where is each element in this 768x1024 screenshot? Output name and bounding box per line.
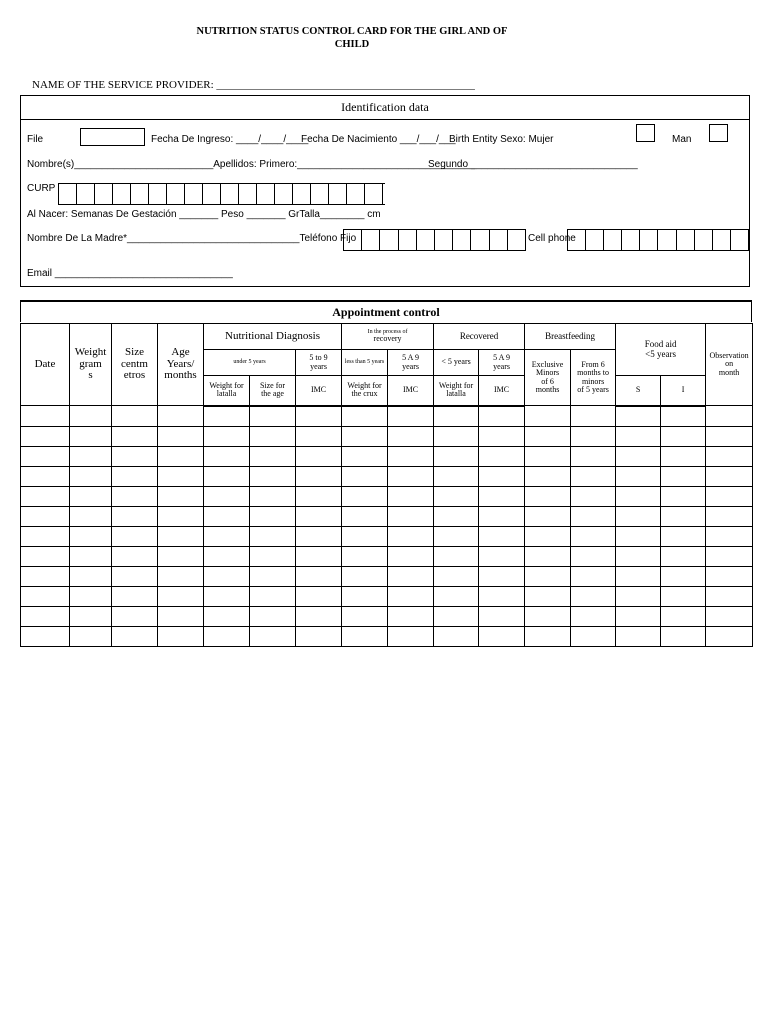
entry-cell[interactable] <box>342 466 388 486</box>
col-process-5a9-line1: 5 A 9 <box>402 353 419 363</box>
entry-cell[interactable] <box>661 586 706 606</box>
entry-cell[interactable] <box>204 606 250 626</box>
entry-cell[interactable] <box>434 546 479 566</box>
entry-cell[interactable] <box>204 506 250 526</box>
col-weight-for-latalla <box>204 376 250 406</box>
entry-cell[interactable] <box>525 506 571 526</box>
entry-cell[interactable] <box>571 606 616 626</box>
entry-cell[interactable] <box>204 586 250 606</box>
col-observation-line2: on <box>725 359 734 369</box>
col-exclusive-line4: months <box>535 384 560 394</box>
entry-cell[interactable] <box>388 586 434 606</box>
entry-cell[interactable] <box>525 586 571 606</box>
col-exclusive-line3: of 6 <box>541 376 554 386</box>
col-size-line3: etros <box>123 369 146 382</box>
entry-cell[interactable] <box>616 606 661 626</box>
entry-cell[interactable] <box>296 406 342 427</box>
entry-cell[interactable] <box>158 406 204 427</box>
entry-cell[interactable] <box>70 546 112 566</box>
col-breastfeeding: Breastfeeding <box>525 324 616 350</box>
entry-cell[interactable] <box>250 486 296 506</box>
cell-phone-label: Cell phone <box>528 233 576 244</box>
table-row <box>21 446 753 466</box>
service-provider-field[interactable] <box>32 79 475 91</box>
col-recovered-5a9-line2: years <box>493 361 510 371</box>
entry-cell[interactable] <box>158 526 204 546</box>
entry-cell[interactable] <box>525 446 571 466</box>
table-row <box>21 606 753 626</box>
entry-cell[interactable] <box>21 406 70 427</box>
col-weight-for-crux <box>342 376 388 406</box>
col-exclusive-minors-6-months <box>525 350 571 406</box>
entry-cell[interactable] <box>661 606 706 626</box>
entry-cell[interactable] <box>70 586 112 606</box>
entry-cell[interactable] <box>388 426 434 446</box>
entry-cell[interactable] <box>388 486 434 506</box>
al-nacer-field[interactable]: Al Nacer: Semanas De Gestación _______ Peso _______ GrTalla________ cm <box>27 209 381 220</box>
col-recovered-lt-5-years: < 5 years <box>434 350 479 376</box>
table-row <box>21 426 753 446</box>
col-size-line2: centm <box>121 357 148 370</box>
entry-cell[interactable] <box>434 606 479 626</box>
entry-cell[interactable] <box>571 586 616 606</box>
entry-cell[interactable] <box>434 506 479 526</box>
entry-cell[interactable] <box>388 546 434 566</box>
entry-cell[interactable] <box>70 406 112 427</box>
entry-cell[interactable] <box>342 406 388 427</box>
entry-cell[interactable] <box>250 446 296 466</box>
entry-cell[interactable] <box>571 626 616 646</box>
table-row <box>21 626 753 646</box>
col-from6-line4: of 5 years <box>577 384 609 394</box>
entry-cell[interactable] <box>616 626 661 646</box>
entry-cell[interactable] <box>204 446 250 466</box>
file-input-box[interactable] <box>80 128 145 146</box>
entry-cell[interactable] <box>479 546 525 566</box>
appointment-control-title: Appointment control <box>20 302 752 322</box>
file-label: File <box>27 134 44 145</box>
entry-cell[interactable] <box>388 606 434 626</box>
entry-cell[interactable] <box>661 426 706 446</box>
entry-cell[interactable] <box>158 466 204 486</box>
entry-cell[interactable] <box>158 506 204 526</box>
col-size-line1: Size <box>125 346 144 359</box>
entry-cell[interactable] <box>21 486 70 506</box>
entry-cell[interactable] <box>204 486 250 506</box>
service-provider-label: NAME OF THE SERVICE PROVIDER: <box>32 79 217 91</box>
entry-cell[interactable] <box>21 566 70 586</box>
entry-cell[interactable] <box>296 626 342 646</box>
entry-cell[interactable] <box>204 566 250 586</box>
col-process-5a9-line2: years <box>402 361 419 371</box>
entry-cell[interactable] <box>661 446 706 466</box>
entry-cell[interactable] <box>525 546 571 566</box>
col-observation <box>706 324 753 406</box>
entry-cell[interactable] <box>479 466 525 486</box>
telefono-fijo-cells[interactable] <box>343 229 526 251</box>
entry-cell[interactable] <box>112 626 158 646</box>
entry-cell[interactable] <box>204 546 250 566</box>
entry-cell[interactable] <box>342 446 388 466</box>
entry-cell[interactable] <box>706 566 753 586</box>
entry-cell[interactable] <box>158 606 204 626</box>
entry-cell[interactable] <box>70 506 112 526</box>
entry-cell[interactable] <box>250 546 296 566</box>
entry-cell[interactable] <box>525 486 571 506</box>
entry-cell[interactable] <box>21 546 70 566</box>
entry-cell[interactable] <box>706 606 753 626</box>
entry-cell[interactable] <box>571 406 616 427</box>
col-wfc-line1: Weight for <box>347 380 382 390</box>
col-rwfl-line1: Weight for <box>438 380 474 390</box>
entry-cell[interactable] <box>112 546 158 566</box>
entry-cell[interactable] <box>706 406 753 427</box>
entry-cell[interactable] <box>661 626 706 646</box>
entry-cell[interactable] <box>342 486 388 506</box>
entry-cell[interactable] <box>21 606 70 626</box>
entry-cell[interactable] <box>296 566 342 586</box>
entry-cell[interactable] <box>70 566 112 586</box>
entry-cell[interactable] <box>616 426 661 446</box>
madre-telefono-field[interactable]: Nombre De La Madre*_______________________________Teléfono Fijo <box>27 233 357 244</box>
entry-cell[interactable] <box>616 506 661 526</box>
col-recovered-5-a-9-years <box>479 350 525 376</box>
entry-cell[interactable] <box>70 486 112 506</box>
entry-cell[interactable] <box>204 406 250 427</box>
entry-cell[interactable] <box>21 526 70 546</box>
entry-cell[interactable] <box>616 486 661 506</box>
entry-cell[interactable] <box>204 626 250 646</box>
entry-cell[interactable] <box>616 466 661 486</box>
entry-cell[interactable] <box>616 586 661 606</box>
entry-cell[interactable] <box>616 406 661 427</box>
entry-cell[interactable] <box>479 526 525 546</box>
curp-label: CURP <box>27 183 56 194</box>
entry-cell[interactable] <box>250 566 296 586</box>
col-food-aid-line2: <5 years <box>645 348 676 359</box>
col-food-aid <box>616 324 706 376</box>
entry-cell[interactable] <box>434 626 479 646</box>
entry-cell[interactable] <box>250 506 296 526</box>
entry-cell[interactable] <box>296 586 342 606</box>
col-food-aid-s: S <box>616 376 661 406</box>
entry-cell[interactable] <box>342 526 388 546</box>
col-5-to-9-line1: 5 to 9 <box>309 353 328 363</box>
table-row <box>21 486 753 506</box>
nombres-apellidos-field[interactable]: Nombre(s)_________________________Apellidos: Primero:________________________________ <box>27 159 476 170</box>
email-field[interactable]: Email ________________________________ <box>27 268 233 279</box>
curp-input-cells[interactable] <box>58 183 385 205</box>
entry-cell[interactable] <box>250 466 296 486</box>
col-age-line3: months <box>164 369 197 382</box>
entry-cell[interactable] <box>706 586 753 606</box>
entry-cell[interactable] <box>112 566 158 586</box>
col-imc-process: IMC <box>388 376 434 406</box>
entry-cell[interactable] <box>21 466 70 486</box>
entry-cell[interactable] <box>70 466 112 486</box>
col-sfa-line2: the age <box>261 389 284 399</box>
entry-cell[interactable] <box>706 446 753 466</box>
entry-cell[interactable] <box>661 506 706 526</box>
entry-cell[interactable] <box>112 586 158 606</box>
col-age <box>158 324 204 406</box>
entry-cell[interactable] <box>479 406 525 427</box>
entry-cell[interactable] <box>388 406 434 427</box>
entry-cell[interactable] <box>342 586 388 606</box>
entry-cell[interactable] <box>661 526 706 546</box>
col-rwfl-line2: latalla <box>446 389 466 399</box>
entry-cell[interactable] <box>661 466 706 486</box>
entry-cell[interactable] <box>661 406 706 427</box>
entry-cell[interactable] <box>706 546 753 566</box>
entry-cell[interactable] <box>661 486 706 506</box>
entry-cell[interactable] <box>434 586 479 606</box>
entry-cell[interactable] <box>296 606 342 626</box>
entry-cell[interactable] <box>250 606 296 626</box>
col-process-5-a-9-years <box>388 350 434 376</box>
entry-cell[interactable] <box>571 526 616 546</box>
entry-cell[interactable] <box>571 566 616 586</box>
appointment-table <box>20 323 753 647</box>
entry-cell[interactable] <box>479 586 525 606</box>
man-label: Man <box>672 134 692 145</box>
appointment-rows <box>21 406 753 647</box>
entry-cell[interactable] <box>296 526 342 546</box>
entry-cell[interactable] <box>661 546 706 566</box>
entry-cell[interactable] <box>571 426 616 446</box>
appointment-control-section <box>20 300 752 647</box>
entry-cell[interactable] <box>616 446 661 466</box>
col-observation-line3: month <box>718 367 740 377</box>
entry-cell[interactable] <box>616 526 661 546</box>
entry-cell[interactable] <box>525 626 571 646</box>
entry-cell[interactable] <box>112 426 158 446</box>
entry-cell[interactable] <box>434 486 479 506</box>
entry-cell[interactable] <box>525 566 571 586</box>
col-from-6-months-to-5-years <box>571 350 616 406</box>
entry-cell[interactable] <box>706 466 753 486</box>
entry-cell[interactable] <box>706 426 753 446</box>
col-from6-line2: months to <box>577 368 609 378</box>
col-sfa-line1: Size for <box>259 380 286 390</box>
entry-cell[interactable] <box>342 606 388 626</box>
col-in-process-line1: In the process of <box>367 329 408 336</box>
entry-cell[interactable] <box>479 626 525 646</box>
col-weight <box>70 324 112 406</box>
col-exclusive-line1: Exclusive <box>531 359 564 369</box>
entry-cell[interactable] <box>296 426 342 446</box>
entry-cell[interactable] <box>388 566 434 586</box>
entry-cell[interactable] <box>706 486 753 506</box>
entry-cell[interactable] <box>525 606 571 626</box>
col-age-line1: Age <box>171 346 190 359</box>
entry-cell[interactable] <box>70 426 112 446</box>
entry-cell[interactable] <box>388 506 434 526</box>
entry-cell[interactable] <box>21 626 70 646</box>
entry-cell[interactable] <box>250 586 296 606</box>
birth-entity-sex-label: Birth Entity Sexo: Mujer <box>449 134 554 145</box>
col-size <box>112 324 158 406</box>
col-recovered: Recovered <box>434 324 525 350</box>
sex-male-checkbox[interactable] <box>709 124 728 142</box>
table-row <box>21 526 753 546</box>
entry-cell[interactable] <box>158 546 204 566</box>
identification-heading: Identification data <box>21 96 749 120</box>
entry-cell[interactable] <box>479 486 525 506</box>
col-under-5-years: under 5 years <box>204 350 296 376</box>
col-size-for-age <box>250 376 296 406</box>
table-row <box>21 566 753 586</box>
entry-cell[interactable] <box>70 606 112 626</box>
entry-cell[interactable] <box>21 426 70 446</box>
col-wfc-line2: the crux <box>351 389 378 399</box>
entry-cell[interactable] <box>250 406 296 427</box>
table-row <box>21 546 753 566</box>
entry-cell[interactable] <box>112 446 158 466</box>
entry-cell[interactable] <box>342 566 388 586</box>
entry-cell[interactable] <box>571 546 616 566</box>
entry-cell[interactable] <box>479 506 525 526</box>
entry-cell[interactable] <box>112 406 158 427</box>
entry-cell[interactable] <box>479 566 525 586</box>
table-row <box>21 506 753 526</box>
entry-cell[interactable] <box>250 626 296 646</box>
identification-section <box>20 95 750 287</box>
entry-cell[interactable] <box>342 546 388 566</box>
card-title-line1: NUTRITION STATUS CONTROL CARD FOR THE GIRL AND OF <box>196 26 508 37</box>
entry-cell[interactable] <box>571 466 616 486</box>
entry-cell[interactable] <box>112 526 158 546</box>
segundo-apellido-field[interactable]: Segundo ______________________________ <box>428 159 638 170</box>
col-in-process-recovery <box>342 324 434 350</box>
entry-cell[interactable] <box>70 446 112 466</box>
col-nutritional-diagnosis: Nutritional Diagnosis <box>204 324 342 350</box>
entry-cell[interactable] <box>342 426 388 446</box>
cell-phone-cells[interactable] <box>567 229 749 251</box>
entry-cell[interactable] <box>158 586 204 606</box>
col-food-aid-i: I <box>661 376 706 406</box>
col-exclusive-line2: Minors <box>536 368 560 378</box>
col-age-line2: Years/ <box>166 357 195 370</box>
sex-female-checkbox[interactable] <box>636 124 655 142</box>
entry-cell[interactable] <box>388 446 434 466</box>
entry-cell[interactable] <box>158 486 204 506</box>
entry-cell[interactable] <box>434 426 479 446</box>
entry-cell[interactable] <box>21 446 70 466</box>
table-row <box>21 406 753 427</box>
fecha-ingreso-field[interactable]: Fecha De Ingreso: ____/____/____ <box>151 134 309 145</box>
entry-cell[interactable] <box>616 546 661 566</box>
entry-cell[interactable] <box>525 526 571 546</box>
col-weight-line1: Weight <box>74 346 107 359</box>
col-weight-line3: s <box>88 369 93 382</box>
entry-cell[interactable] <box>204 426 250 446</box>
col-observation-line1: Observation <box>709 350 749 360</box>
entry-cell[interactable] <box>571 506 616 526</box>
col-date: Date <box>21 324 70 406</box>
fecha-nacimiento-field[interactable]: Fecha De Nacimiento ___/___/___ <box>301 134 456 145</box>
col-wfl-line1: Weight for <box>209 380 244 390</box>
col-wfl-line2: latalla <box>216 389 237 399</box>
entry-cell[interactable] <box>434 406 479 427</box>
col-5-to-9-years <box>296 350 342 376</box>
entry-cell[interactable] <box>204 466 250 486</box>
entry-cell[interactable] <box>479 426 525 446</box>
entry-cell[interactable] <box>434 446 479 466</box>
col-5-to-9-line2: years <box>310 361 327 371</box>
entry-cell[interactable] <box>434 566 479 586</box>
col-imc-diagnosis: IMC <box>296 376 342 406</box>
col-from6-line3: minors <box>581 376 605 386</box>
entry-cell[interactable] <box>525 406 571 427</box>
entry-cell[interactable] <box>388 526 434 546</box>
entry-cell[interactable] <box>21 506 70 526</box>
entry-cell[interactable] <box>571 446 616 466</box>
col-recovered-5a9-line1: 5 A 9 <box>493 353 510 363</box>
entry-cell[interactable] <box>706 506 753 526</box>
entry-cell[interactable] <box>342 506 388 526</box>
entry-cell[interactable] <box>296 506 342 526</box>
entry-cell[interactable] <box>158 566 204 586</box>
entry-cell[interactable] <box>112 506 158 526</box>
entry-cell[interactable] <box>204 526 250 546</box>
col-recovered-weight-for-latalla <box>434 376 479 406</box>
table-row <box>21 466 753 486</box>
card-title-line2: CHILD <box>334 39 370 50</box>
entry-cell[interactable] <box>388 626 434 646</box>
entry-cell[interactable] <box>706 626 753 646</box>
service-provider-blank: _______________________________________________ <box>216 79 475 91</box>
entry-cell[interactable] <box>342 626 388 646</box>
entry-cell[interactable] <box>525 466 571 486</box>
col-in-process-line2: recovery <box>373 334 402 344</box>
entry-cell[interactable] <box>250 526 296 546</box>
col-less-than-5-years: less than 5 years <box>342 350 388 376</box>
entry-cell[interactable] <box>661 566 706 586</box>
entry-cell[interactable] <box>112 486 158 506</box>
entry-cell[interactable] <box>70 626 112 646</box>
entry-cell[interactable] <box>616 566 661 586</box>
entry-cell[interactable] <box>112 606 158 626</box>
entry-cell[interactable] <box>158 446 204 466</box>
entry-cell[interactable] <box>296 466 342 486</box>
entry-cell[interactable] <box>525 426 571 446</box>
entry-cell[interactable] <box>434 526 479 546</box>
entry-cell[interactable] <box>388 466 434 486</box>
entry-cell[interactable] <box>296 446 342 466</box>
entry-cell[interactable] <box>158 426 204 446</box>
entry-cell[interactable] <box>296 486 342 506</box>
table-row <box>21 586 753 606</box>
entry-cell[interactable] <box>70 526 112 546</box>
entry-cell[interactable] <box>479 606 525 626</box>
col-imc-recovered: IMC <box>479 376 525 406</box>
entry-cell[interactable] <box>21 586 70 606</box>
entry-cell[interactable] <box>571 486 616 506</box>
entry-cell[interactable] <box>434 466 479 486</box>
entry-cell[interactable] <box>479 446 525 466</box>
col-from6-line1: From 6 <box>581 359 605 369</box>
entry-cell[interactable] <box>158 626 204 646</box>
col-weight-line2: gram <box>79 357 102 370</box>
entry-cell[interactable] <box>250 426 296 446</box>
entry-cell[interactable] <box>706 526 753 546</box>
entry-cell[interactable] <box>112 466 158 486</box>
entry-cell[interactable] <box>296 546 342 566</box>
col-food-aid-line1: Food aid <box>644 339 677 350</box>
